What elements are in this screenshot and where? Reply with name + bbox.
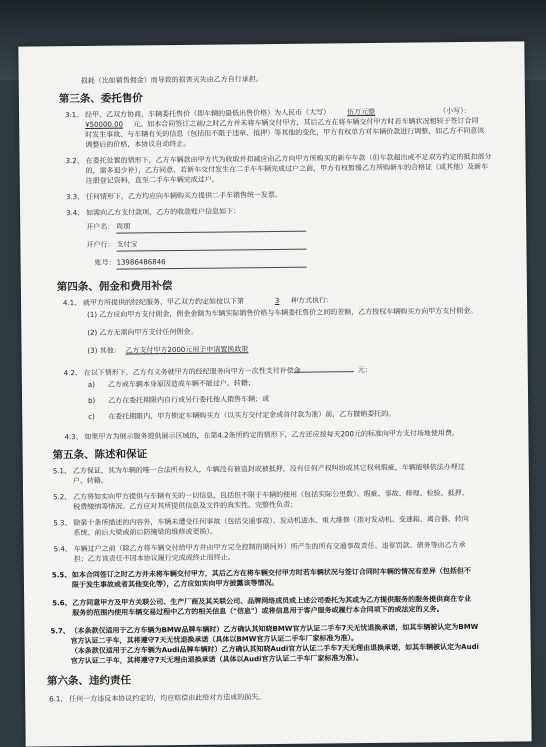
clause-4-1-text: 就甲方所提供的经纪服务，甲乙双方约定如按以下第 — [82, 297, 245, 308]
clause-5-7-num: 5.7、 — [50, 627, 70, 636]
clause-5-2-num: 5.2、 — [53, 493, 72, 502]
compensation-blank — [294, 371, 354, 373]
clause-5-4-line1: 车辆过户之前（除乙方将车辆交付给甲方并由甲方完全控制的期间外）所产生的所有交通事故责任、违章罚款、债务等由乙方承 — [73, 541, 466, 554]
clause-5-2-line1: 乙方将如实向甲方提供与车辆有关的一切信息，包括但不限于车辆的使用（包括实际公里数）、瑕疵、事故、修理、检验、抵押、 — [73, 488, 469, 502]
bank-field — [116, 238, 306, 252]
option-1: (1) 乙方应向甲方支付佣金，佣金金额为车辆实际销售价格与车辆委托售价之间的差额，乙方授权车辆购买方向甲方支付佣金。 — [87, 306, 478, 319]
amount-in-numbers: ¥50000.00 — [85, 120, 124, 129]
section-4-title: 第四条、佣金和费用补偿 — [56, 280, 173, 294]
clause-4-2-text-end: 元： — [357, 365, 372, 375]
bank-label: 开户行： — [86, 240, 115, 249]
contract-page — [18, 41, 531, 746]
clause-3-3-text: 任何情形下，乙方均应向车辆购买方提供二手车销售统一发票。 — [85, 190, 282, 201]
clause-3-3-num: 3.3、 — [65, 192, 85, 202]
clause-4-2-num: 4.2、 — [63, 369, 82, 378]
clause-5-7-line4: 官方认证二手车，其将遵守7天无理由退换承诺（具体以Audi官方认证二手车厂家标准为准）。 — [70, 654, 363, 666]
clause-3-2-num: 3.2、 — [65, 156, 84, 166]
clause-5-7-line3: （本条款仅适用于乙方车辆为Audi品牌车辆时）乙方确认其知晓Audi官方认证二手车7天无理由退换承诺，如其车辆被认定为Audi — [70, 642, 480, 656]
option-3-label: (3) 其他： — [87, 346, 121, 355]
clause-5-7-line1: （本条款仅适用于乙方车辆为BMW品牌车辆时）乙方确认其知晓BMW官方认证二手车7天无忧退换承诺，如其车辆被认定为BMW — [70, 622, 479, 636]
clause-5-4-num: 5.4、 — [53, 545, 72, 554]
account-holder-field — [116, 220, 306, 234]
account-holder-value: 周朋 — [116, 222, 131, 231]
clause-5-3-num: 5.3、 — [53, 519, 72, 528]
clause-4-1-text-b: 种方式执行： — [290, 296, 334, 305]
item-a: 乙方或车辆本身原因造成车辆不能过户、转籍； — [107, 379, 255, 389]
clause-5-7-line2: 官方认证二手车，其将遵守7天无忧退换承诺（具体以BMW官方认证二手车厂家标准为准）。 — [70, 634, 359, 646]
clause-4-3-text: 如果甲方为展示服务提供展示区域的，在第4.2条所约定的情形下，乙方还应按每天200元的标准向甲方支付场地使用费。 — [84, 429, 459, 441]
clause-5-5-num: 5.5、 — [51, 571, 72, 580]
clause-5-2-line2: 税费缴纳等情况。乙方应对其所提供信息及文件的真实性、完整性负责； — [73, 500, 298, 512]
clause-3-1-num: 3.1、 — [65, 110, 84, 120]
clause-3-1-line3: 时发生事故、与车辆有关的信息（包括但不限于违章、抵押）等其他的变化，甲方有权单方对车辆价款进行调整，如乙方不同意该 — [85, 126, 485, 139]
section-6-title: 第六条、违约责任 — [46, 674, 132, 688]
item-c-label: c) — [88, 412, 95, 421]
clause-5-6-num: 5.6、 — [52, 599, 72, 608]
clause-4-2-text: 在以下情形下，乙方有义务就甲方的经纪服务向甲方一次性支付补偿金 — [83, 366, 301, 378]
clause-5-3-line2: 系统、前后大梁或前后防撞梁的维修或更换）。 — [73, 527, 217, 538]
clause-6-1-text: 任何一方违反本协议约定的，均应赔偿由此给对方造成的损失。 — [69, 693, 266, 704]
clause-5-6-line1: 乙方同意甲方及甲方关联公司、生产厂商及其关联公司、品牌网络成员或上述公司委托为其或为乙方提供服务的服务提供商在专业 — [72, 594, 472, 608]
clause-5-6-line2: 服务的范围内使用车辆交易过程中乙方的相关信息（"信息"）或将信息用于客户服务或履行本合同项下的或法定的义务。 — [72, 605, 444, 618]
bank-value: 支付宝 — [116, 240, 138, 249]
account-number-label: 账号： — [94, 258, 116, 267]
clause-5-1-line1: 乙方保证，其为车辆的唯一合法所有权人，车辆没有被盗封或被抵押，没有任何产权纠纷或其它权利瑕疵，车辆能够依法办理过 — [72, 463, 465, 476]
item-b-label: b) — [88, 396, 96, 405]
clause-4-1-num: 4.1、 — [62, 299, 82, 308]
clause-5-3-line1: 除第十条所描述的内容外，车辆未遭受任何事故（包括交通事故）、发动机进水、重大维修（指对发动机、变速箱、离合器、转向 — [73, 514, 469, 528]
option-2: (2) 乙方无需向甲方支付任何佣金。 — [87, 327, 198, 337]
selected-option-number: 3 — [274, 296, 280, 305]
top-line: 损耗（比如销售佣金）而导致的损害灭失由乙方自行承担。 — [80, 75, 263, 86]
amount-in-words: 伍万元整 — [347, 107, 376, 117]
option-3-text: 乙方支付甲方2000元用于申请置换政策 — [125, 345, 249, 355]
clause-3-2-line2: 的，需多退少补），乙方同意，若新车交付发生在二手车车辆完成过户之前，甲方有权暂缓乙方所购新车的合格证（或其他）及新车 — [85, 162, 489, 175]
clause-3-4-num: 3.4、 — [66, 208, 85, 218]
clause-5-5-line1: 如本合同签订之时乙方并未将车辆交付甲方，其后乙方在将车辆交付甲方时若车辆状况与签订合同时车辆的情况有差异（包括但不 — [71, 566, 471, 580]
clause-3-1-line4: 调整后的价格，本协议自动终止。 — [85, 139, 191, 149]
clause-3-4-text: 如需向乙方支付款项，乙方的收款账户信息如下： — [86, 207, 241, 217]
clause-5-4-line2: 担；乙方该责任不因本协议履行完成或终止而终止。 — [73, 553, 235, 564]
account-holder-label: 开户名： — [86, 222, 115, 231]
account-number-value: 13986486846 — [116, 258, 166, 267]
clause-3-1-text-b: （小写）： — [439, 106, 471, 116]
section-3-title: 第三条、委托售价 — [58, 92, 143, 106]
section-5-title: 第五条、陈述和保证 — [52, 448, 148, 462]
clause-6-1-num: 6.1、 — [49, 695, 68, 704]
clause-3-1-text: 经甲、乙双方协商，车辆委托售价（即车辆的最低出售价格）为人民币（大写） — [85, 108, 331, 119]
item-b: 乙方在委托期限内自行或另行委托他人销售车辆；或 — [108, 395, 270, 405]
item-c: 在委托期限内，甲方锁定车辆购买方（以买方交付定金或首付款为准）前，乙方撤销委托的。 — [108, 409, 396, 421]
item-a-label: a) — [87, 380, 95, 389]
clause-5-1-line2: 户、转籍。 — [72, 476, 108, 486]
clause-3-2-line1: 在委托处置的情形下，乙方车辆款由甲方代为收取并扣减应由乙方向甲方所购买的新车车款（但车款超出或不足双方约定的抵扣部分 — [85, 152, 492, 165]
clause-5-5-line2: 限于发生事故或者其他变化等），乙方应如实向甲方披露该等情况。 — [71, 578, 279, 590]
clause-5-1-num: 5.1、 — [52, 467, 71, 476]
clause-3-2-line3: 注册登记资料，直至二手车车辆完成过户。 — [85, 175, 219, 185]
account-number-field — [117, 256, 307, 270]
clause-4-3-num: 4.3、 — [64, 433, 83, 442]
clause-3-1-line2: 元。如本合同签订之前/之时乙方并未将车辆交付甲方，其后乙方在将车辆交付甲方时若车辆状况相较于签订合同 — [133, 116, 479, 129]
